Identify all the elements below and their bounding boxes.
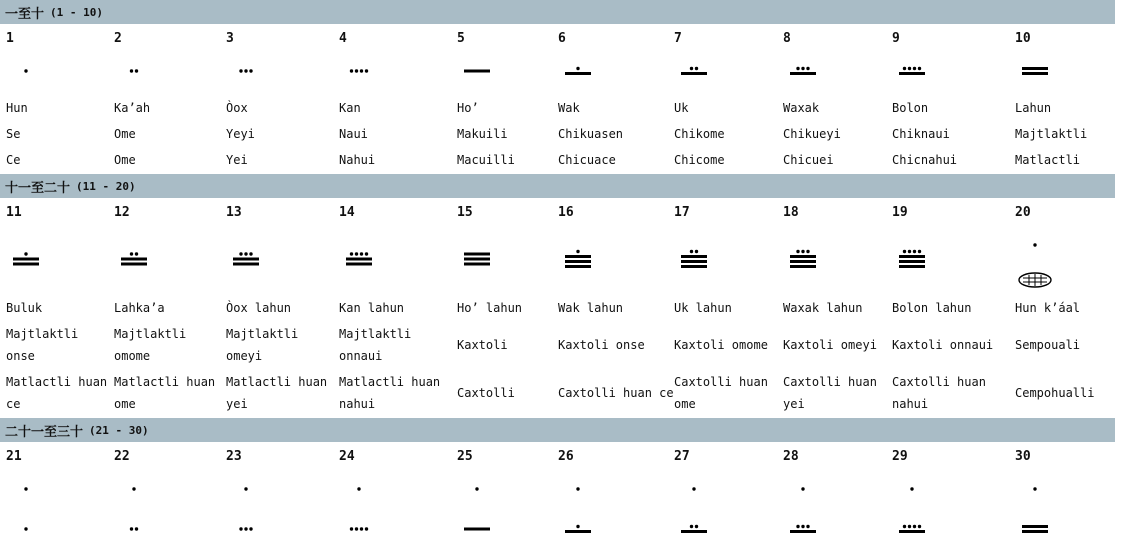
nahuatl-modern-name: Kaxtoli omome — [674, 338, 768, 352]
nahuatl-modern-name: Ome — [114, 127, 136, 141]
maya-numeral-glyph-upper — [1018, 470, 1052, 510]
maya-numeral-glyph — [786, 240, 820, 280]
numeral-number: 26 — [558, 449, 574, 464]
numeral-number: 27 — [674, 449, 690, 464]
numeral-number: 5 — [457, 31, 465, 46]
numeral-number: 8 — [783, 31, 791, 46]
maya-numeral-glyph-lower — [561, 510, 595, 550]
nahuatl-classical-name: Caxtolli huan — [783, 375, 877, 389]
maya-numeral-glyph-upper — [895, 470, 929, 510]
numeral-number: 2 — [114, 31, 122, 46]
nahuatl-classical-name: Cempohualli — [1015, 386, 1095, 400]
nahuatl-classical-name: Caxtolli — [457, 386, 515, 400]
nahuatl-classical-name: Ome — [114, 153, 136, 167]
section-header-21-30 — [0, 418, 1115, 442]
nahuatl-modern-name: Se — [6, 127, 21, 141]
numeral-number: 23 — [226, 449, 242, 464]
maya-name: Kan lahun — [339, 301, 405, 315]
maya-numeral-glyph — [561, 52, 595, 92]
maya-numeral-glyph — [895, 52, 929, 92]
maya-name: Ho’ lahun — [457, 301, 523, 315]
maya-name: Ho’ — [457, 101, 479, 115]
maya-numeral-glyph — [561, 240, 595, 280]
numeral-number: 9 — [892, 31, 900, 46]
maya-numeral-glyph — [460, 240, 494, 280]
maya-name: Bolon lahun — [892, 301, 972, 315]
shell-zero-icon — [1015, 270, 1055, 290]
numeral-number: 21 — [6, 449, 22, 464]
nahuatl-modern-name: Makuili — [457, 127, 508, 141]
nahuatl-classical-name: Chicome — [674, 153, 725, 167]
maya-numeral-glyph — [895, 240, 929, 280]
nahuatl-modern-name: Sempouali — [1015, 338, 1081, 352]
maya-numeral-glyph — [342, 240, 376, 280]
maya-name: Òox — [226, 101, 248, 115]
numeral-number: 24 — [339, 449, 355, 464]
nahuatl-modern-name: Majtlaktli — [339, 327, 412, 341]
nahuatl-classical-name: Chicuei — [783, 153, 834, 167]
nahuatl-modern-name-cont: onse — [6, 349, 35, 363]
nahuatl-classical-name: Matlactli huan — [226, 375, 328, 389]
maya-numeral-glyph-lower — [9, 510, 43, 550]
numeral-number: 7 — [674, 31, 682, 46]
nahuatl-modern-name-cont: omeyi — [226, 349, 263, 363]
maya-numeral-glyph-upper — [229, 470, 263, 510]
nahuatl-classical-name: Matlactli huan — [114, 375, 216, 389]
maya-numeral-glyph — [117, 240, 151, 280]
maya-numeral-glyph-upper — [561, 470, 595, 510]
numeral-number: 16 — [558, 205, 574, 220]
numeral-number: 25 — [457, 449, 473, 464]
numeral-number: 28 — [783, 449, 799, 464]
maya-numeral-glyph-upper — [117, 470, 151, 510]
maya-name: Waxak lahun — [783, 301, 863, 315]
maya-numeral-glyph — [677, 52, 711, 92]
numeral-number: 3 — [226, 31, 234, 46]
maya-numeral-glyph-lower — [229, 510, 263, 550]
numeral-number: 6 — [558, 31, 566, 46]
nahuatl-classical-name-cont: nahui — [339, 397, 376, 411]
nahuatl-classical-name: Matlactli huan — [339, 375, 441, 389]
nahuatl-classical-name-cont: yei — [226, 397, 248, 411]
section-title: 一至十 — [5, 6, 45, 22]
nahuatl-classical-name: Chicnahui — [892, 153, 958, 167]
maya-name: Hun k’áal — [1015, 301, 1081, 315]
maya-numeral-glyph-upper — [786, 470, 820, 510]
maya-numeral-glyph — [1018, 226, 1052, 266]
maya-name: Òox lahun — [226, 301, 292, 315]
nahuatl-classical-name-cont: nahui — [892, 397, 929, 411]
maya-name: Wak — [558, 101, 580, 115]
nahuatl-modern-name-cont: omome — [114, 349, 151, 363]
nahuatl-classical-name-cont: ome — [114, 397, 136, 411]
numeral-number: 14 — [339, 205, 355, 220]
maya-numeral-glyph — [677, 240, 711, 280]
maya-numeral-glyph-lower — [460, 510, 494, 550]
nahuatl-modern-name: Majtlaktli — [114, 327, 187, 341]
nahuatl-modern-name: Majtlaktli — [226, 327, 299, 341]
section-range: (1 - 10) — [50, 5, 103, 19]
maya-name: Kan — [339, 101, 361, 115]
section-title: 十一至二十 — [5, 180, 71, 196]
nahuatl-classical-name: Matlactli — [1015, 153, 1081, 167]
maya-name: Bolon — [892, 101, 929, 115]
maya-numeral-glyph — [786, 52, 820, 92]
maya-numeral-glyph — [229, 52, 263, 92]
numeral-number: 30 — [1015, 449, 1031, 464]
numeral-number: 17 — [674, 205, 690, 220]
maya-numeral-glyph-lower — [117, 510, 151, 550]
maya-numeral-glyph — [1018, 52, 1052, 92]
nahuatl-modern-name: Yeyi — [226, 127, 255, 141]
maya-numeral-glyph-upper — [9, 470, 43, 510]
nahuatl-classical-name: Chicuace — [558, 153, 616, 167]
nahuatl-classical-name-cont: ce — [6, 397, 21, 411]
nahuatl-modern-name: Chikueyi — [783, 127, 841, 141]
maya-numeral-glyph-upper — [460, 470, 494, 510]
maya-numeral-glyph — [9, 240, 43, 280]
numeral-number: 22 — [114, 449, 130, 464]
nahuatl-modern-name: Chiknaui — [892, 127, 950, 141]
section-range: (11 - 20) — [76, 179, 136, 193]
nahuatl-classical-name: Caxtolli huan ce — [558, 386, 674, 400]
numeral-number: 1 — [6, 31, 14, 46]
maya-numeral-glyph-lower — [895, 510, 929, 550]
nahuatl-modern-name-cont: onnaui — [339, 349, 383, 363]
nahuatl-modern-name: Kaxtoli onnaui — [892, 338, 994, 352]
maya-numeral-glyph-upper — [342, 470, 376, 510]
nahuatl-classical-name: Caxtolli huan — [892, 375, 986, 389]
numeral-number: 10 — [1015, 31, 1031, 46]
maya-numeral-glyph-lower — [786, 510, 820, 550]
maya-name: Lahka’a — [114, 301, 165, 315]
numeral-number: 11 — [6, 205, 22, 220]
maya-name: Ka’ah — [114, 101, 151, 115]
maya-numeral-glyph — [460, 52, 494, 92]
nahuatl-modern-name: Kaxtoli — [457, 338, 508, 352]
numeral-number: 4 — [339, 31, 347, 46]
section-header-1-10 — [0, 0, 1115, 24]
maya-numeral-glyph-lower — [342, 510, 376, 550]
maya-numeral-glyph — [9, 52, 43, 92]
numeral-number: 13 — [226, 205, 242, 220]
nahuatl-classical-name-cont: yei — [783, 397, 805, 411]
maya-numeral-glyph-lower — [1018, 510, 1052, 550]
maya-numeral-glyph — [229, 240, 263, 280]
section-title: 二十一至三十 — [5, 424, 84, 440]
nahuatl-classical-name-cont: ome — [674, 397, 696, 411]
maya-name: Buluk — [6, 301, 43, 315]
maya-numeral-glyph — [342, 52, 376, 92]
nahuatl-modern-name: Majtlaktli — [1015, 127, 1088, 141]
section-range: (21 - 30) — [89, 423, 149, 437]
numeral-number: 20 — [1015, 205, 1031, 220]
maya-name: Lahun — [1015, 101, 1052, 115]
nahuatl-modern-name: Chikuasen — [558, 127, 624, 141]
numeral-number: 18 — [783, 205, 799, 220]
section-header-11-20 — [0, 174, 1115, 198]
nahuatl-modern-name: Naui — [339, 127, 368, 141]
nahuatl-modern-name: Kaxtoli onse — [558, 338, 645, 352]
maya-name: Waxak — [783, 101, 820, 115]
numeral-number: 29 — [892, 449, 908, 464]
maya-numeral-glyph-lower — [677, 510, 711, 550]
numeral-number: 12 — [114, 205, 130, 220]
nahuatl-classical-name: Matlactli huan — [6, 375, 108, 389]
nahuatl-modern-name: Majtlaktli — [6, 327, 79, 341]
nahuatl-modern-name: Chikome — [674, 127, 725, 141]
maya-numeral-glyph — [117, 52, 151, 92]
maya-name: Wak lahun — [558, 301, 624, 315]
maya-numeral-glyph-upper — [677, 470, 711, 510]
maya-name: Hun — [6, 101, 28, 115]
nahuatl-modern-name: Kaxtoli omeyi — [783, 338, 877, 352]
maya-name: Uk — [674, 101, 689, 115]
nahuatl-classical-name: Ce — [6, 153, 21, 167]
nahuatl-classical-name: Caxtolli huan — [674, 375, 768, 389]
nahuatl-classical-name: Macuilli — [457, 153, 515, 167]
nahuatl-classical-name: Nahui — [339, 153, 376, 167]
numeral-number: 19 — [892, 205, 908, 220]
nahuatl-classical-name: Yei — [226, 153, 248, 167]
maya-name: Uk lahun — [674, 301, 732, 315]
numeral-number: 15 — [457, 205, 473, 220]
